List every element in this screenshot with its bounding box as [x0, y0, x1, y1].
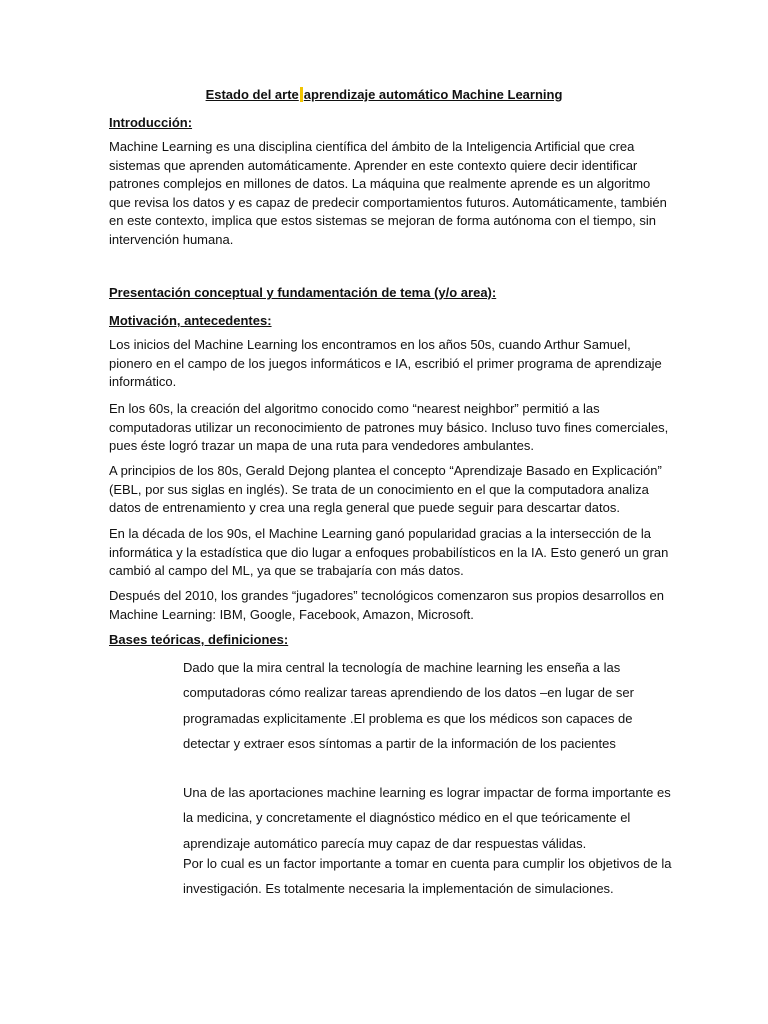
document-title — [0, 87, 768, 103]
motivation-paragraph-5: Después del 2010, los grandes “jugadores” tecnológicos comenzaron sus propios desarrollos en Machine Learning: IBM, Google, Facebook, Amazon, Microsoft. — [109, 588, 664, 622]
motivation-paragraph-4: En la década de los 90s, el Machine Learning ganó popularidad gracias a la intersección de la informática y la estadística que dio lugar a enfoques probabilísticos en la IA. Esto generó un gran cambió al campo del ML, ya que se trabajaría con más datos. — [109, 526, 669, 579]
motivation-paragraph-3: A principios de los 80s, Gerald Dejong plantea el concepto “Aprendizaje Basado en Explicación” (EBL, por sus siglas en inglés). Se trata de un conocimiento en el que la computadora analiza datos de entrenamiento y crea una regla general que puede seguir para descartar datos. — [109, 463, 662, 516]
title-part-2: aprendizaje automático Machine Learning — [303, 87, 563, 102]
motivation-paragraph-2: En los 60s, la creación del algoritmo conocido como “nearest neighbor” permitió a las computadoras utilizar un reconocimiento de patrones muy básico. Incluso tuvo fines comerciales, pues éste logró trazar un mapa de una ruta para vendedores ambulantes. — [109, 401, 669, 454]
text-cursor-highlight — [300, 87, 303, 102]
bases-paragraph-2: Una de las aportaciones machine learning es lograr impactar de forma importante es la medicina, y concretamente el diagnóstico médico en el que teóricamente el aprendizaje automático parecía muy capaz de dar respuestas válidas. — [183, 785, 671, 851]
motivation-heading: Motivación, antecedentes: — [109, 313, 272, 328]
intro-heading: Introducción: — [109, 115, 193, 130]
bases-paragraph-3: Por lo cual es un factor importante a tomar en cuenta para cumplir los objetivos de la investigación. Es totalmente necesaria la implementación de simulaciones. — [183, 856, 672, 897]
presentation-heading: Presentación conceptual y fundamentación de tema (y/o area): — [109, 285, 497, 300]
bases-heading: Bases teóricas, definiciones: — [109, 632, 289, 647]
bases-paragraph-1: Dado que la mira central la tecnología de machine learning les enseña a las computadoras cómo realizar tareas aprendiendo de los datos –en lugar de ser programadas explicitamente .El problema es que los médicos son capaces de detectar y extraer esos síntomas a partir de la información de los pacientes — [183, 660, 634, 752]
intro-paragraph: Machine Learning es una disciplina científica del ámbito de la Inteligencia Artificial que crea sistemas que aprenden automáticamente. Aprender en este contexto quiere decir identificar patrones complejos en millones de datos. La máquina que realmente aprende es un algoritmo que revisa los datos y es capaz de predecir comportamientos futuros. Automáticamente, también en este contexto, implica que estos sistemas se mejoran de forma autónoma con el tiempo, sin intervención humana. — [109, 139, 667, 247]
title-part-1: Estado del arte — [205, 87, 299, 102]
motivation-paragraph-1: Los inicios del Machine Learning los encontramos en los años 50s, cuando Arthur Samuel, pionero en el campo de los juegos informáticos e IA, escribió el primer programa de aprendizaje informático. — [109, 337, 662, 390]
